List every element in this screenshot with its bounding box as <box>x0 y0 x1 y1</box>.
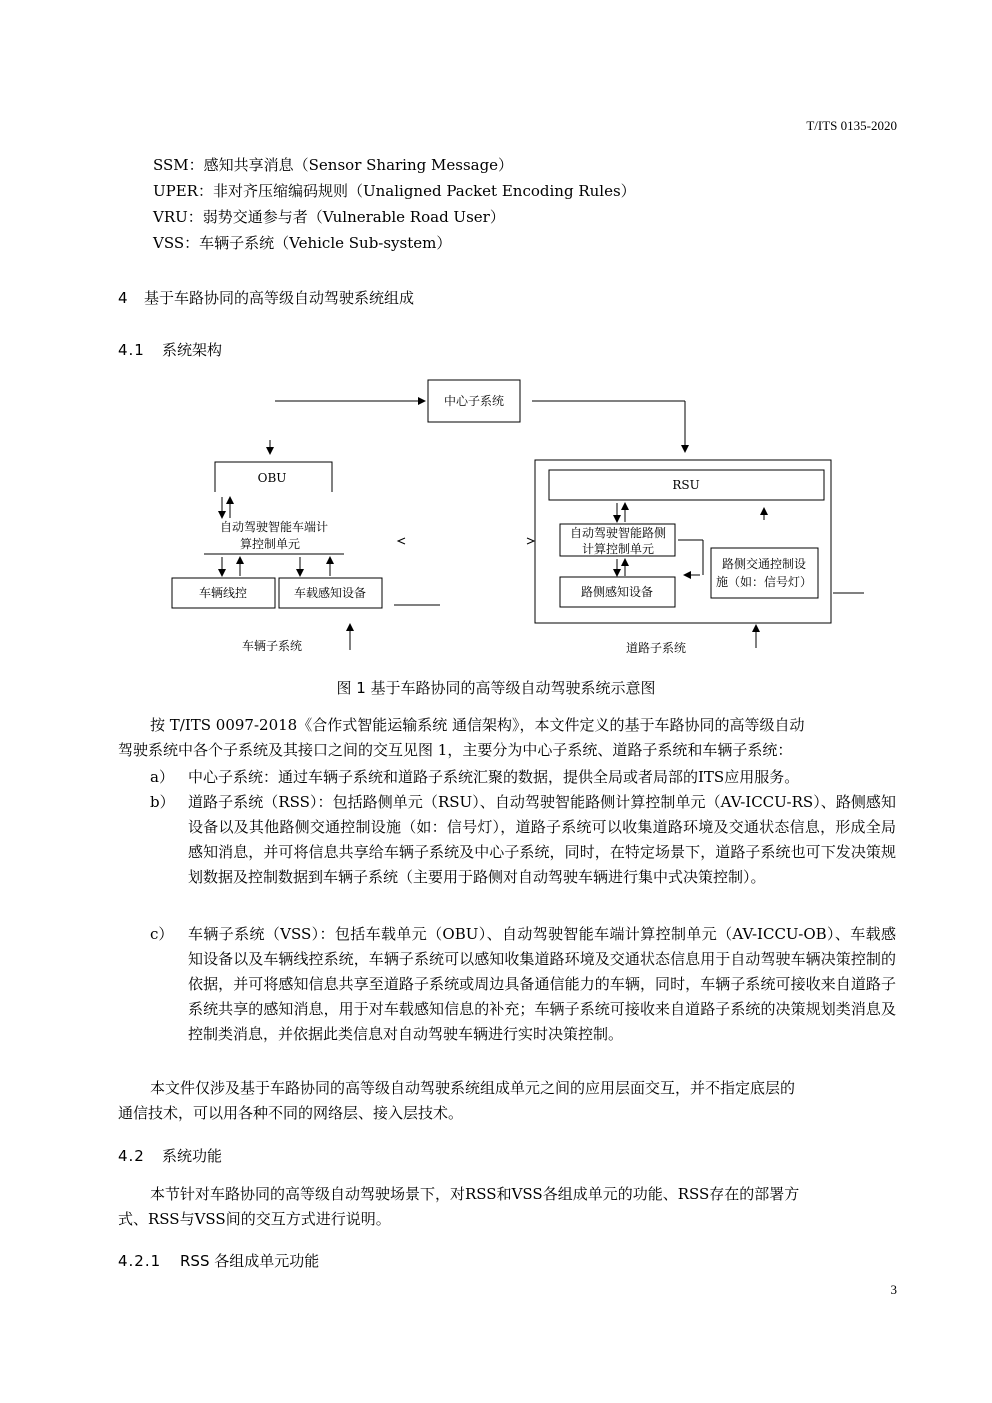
scope-line-2: 通信技术，可以用各种不同的网络层、接入层技术。 <box>118 1104 464 1122</box>
vehicle-subsystem-label: 车辆子系统 <box>241 639 303 653</box>
section-4-2-1-heading <box>118 1250 319 1271</box>
section-title: RSS 各组成单元功能 <box>180 1252 320 1270</box>
abbreviation-ssm: SSM：感知共享消息（Sensor Sharing Message） <box>153 156 514 174</box>
intro-line-1 <box>118 713 896 738</box>
function-paragraph <box>118 1182 896 1232</box>
vehicle-sensor-label: 车载感知设备 <box>293 586 367 600</box>
vehicle-compute-unit-line1: 自动驾驶智能车端计 <box>219 520 329 534</box>
section-4-1-heading <box>118 339 222 360</box>
abbreviation-vss: VSS：车辆子系统（Vehicle Sub-system） <box>153 234 452 252</box>
road-traffic-control-line1: 路侧交通控制设 <box>721 557 807 571</box>
section-4-heading <box>118 287 414 308</box>
function-line-1 <box>118 1182 896 1207</box>
intro-line-1-text: 按 T/ITS 0097-2018《合作式智能运输系统 通信架构》，本文件定义的基于车路协同的高等级自动 <box>150 716 805 734</box>
road-traffic-control-box <box>711 548 818 598</box>
function-line-2: 式、RSS与VSS间的交互方式进行说明。 <box>118 1210 391 1228</box>
standard-id: T/ITS 0135-2020 <box>806 118 897 133</box>
section-number: 4 <box>118 289 128 307</box>
system-architecture-diagram <box>160 375 880 665</box>
list-text: 道路子系统（RSS）：包括路侧单元（RSU）、自动驾驶智能路侧计算控制单元（AV-ICCU-RS）、路侧感知设备以及其他路侧交通控制设施（如：信号灯），道路子系统可以收集道路环境及交通状态信息，形成全局感知消息，并可将信息共享给车辆子系统及中心子系统，同时，在特定场景下，道路子系统也可下发决策规划数据及控制数据到车辆子系统（主要用于路侧对自动驾驶车辆进行集中式决策控制）。 <box>188 793 896 886</box>
page-number: 3 <box>890 1282 897 1297</box>
rsu-label: RSU <box>672 478 700 492</box>
section-number: 4.2 <box>118 1147 145 1165</box>
section-4-2-heading <box>118 1145 222 1166</box>
section-title: 系统功能 <box>162 1147 223 1165</box>
abbreviation-vru: VRU：弱势交通参与者（Vulnerable Road User） <box>153 208 505 226</box>
figure-caption: 图 1 基于车路协同的高等级自动驾驶系统示意图 <box>336 679 656 697</box>
road-subsystem-label: 道路子系统 <box>625 641 687 655</box>
vehicle-compute-unit-line2: 算控制单元 <box>239 537 301 551</box>
section-number: 4.1 <box>118 341 145 359</box>
intro-line-2: 驾驶系统中各个子系统及其接口之间的交互见图 1，主要分为中心子系统、道路子系统和车辆子系统： <box>118 741 793 759</box>
scope-line-1 <box>118 1076 896 1101</box>
arrow-left-mid <box>398 538 405 544</box>
arrow-right-mid <box>527 538 534 544</box>
list-marker: b） <box>150 793 175 811</box>
intro-paragraph <box>118 713 896 763</box>
section-title: 系统架构 <box>162 341 223 359</box>
road-traffic-control-line2: 施（如：信号灯） <box>715 575 813 589</box>
list-marker: a） <box>150 768 174 786</box>
obu-label: OBU <box>257 471 287 485</box>
list-marker: c） <box>150 925 174 943</box>
list-text: 中心子系统：通过车辆子系统和道路子系统汇聚的数据，提供全局或者局部的ITS应用服务。 <box>188 768 800 786</box>
scope-paragraph <box>118 1076 896 1126</box>
center-subsystem-label: 中心子系统 <box>443 394 505 408</box>
list-text: 车辆子系统（VSS）：包括车载单元（OBU）、自动驾驶智能车端计算控制单元（AV-ICCU-OB）、车载感知设备以及车辆线控系统，车辆子系统可以感知收集道路环境及交通状态信息用于自动驾驶车辆决策控制的依据，并可将感知信息共享至道路子系统或周边具备通信能力的车辆，同时，车辆子系统可接收来自道路子系统共享的感知消息，用于对车载感知信息的补充；车辆子系统可接收来自道路子系统的决策规划类消息及控制类消息，并依据此类信息对自动驾驶车辆进行实时决策控制。 <box>188 925 896 1043</box>
scope-line-1-text: 本文件仅涉及基于车路协同的高等级自动驾驶系统组成单元之间的应用层面交互，并不指定底层的 <box>150 1079 796 1097</box>
function-line-1-text: 本节针对车路协同的高等级自动驾驶场景下，对RSS和VSS各组成单元的功能、RSS存在的部署方 <box>150 1185 800 1203</box>
section-title: 基于车路协同的高等级自动驾驶系统组成 <box>144 289 415 307</box>
vehicle-control-label: 车辆线控 <box>198 586 248 600</box>
road-compute-unit-line2: 计算控制单元 <box>581 542 655 556</box>
road-compute-unit-line1: 自动驾驶智能路侧 <box>569 526 667 540</box>
section-number: 4.2.1 <box>118 1252 162 1270</box>
road-sensor-label: 路侧感知设备 <box>580 585 654 599</box>
abbreviation-uper: UPER：非对齐压缩编码规则（Unaligned Packet Encoding Rules） <box>153 182 636 200</box>
